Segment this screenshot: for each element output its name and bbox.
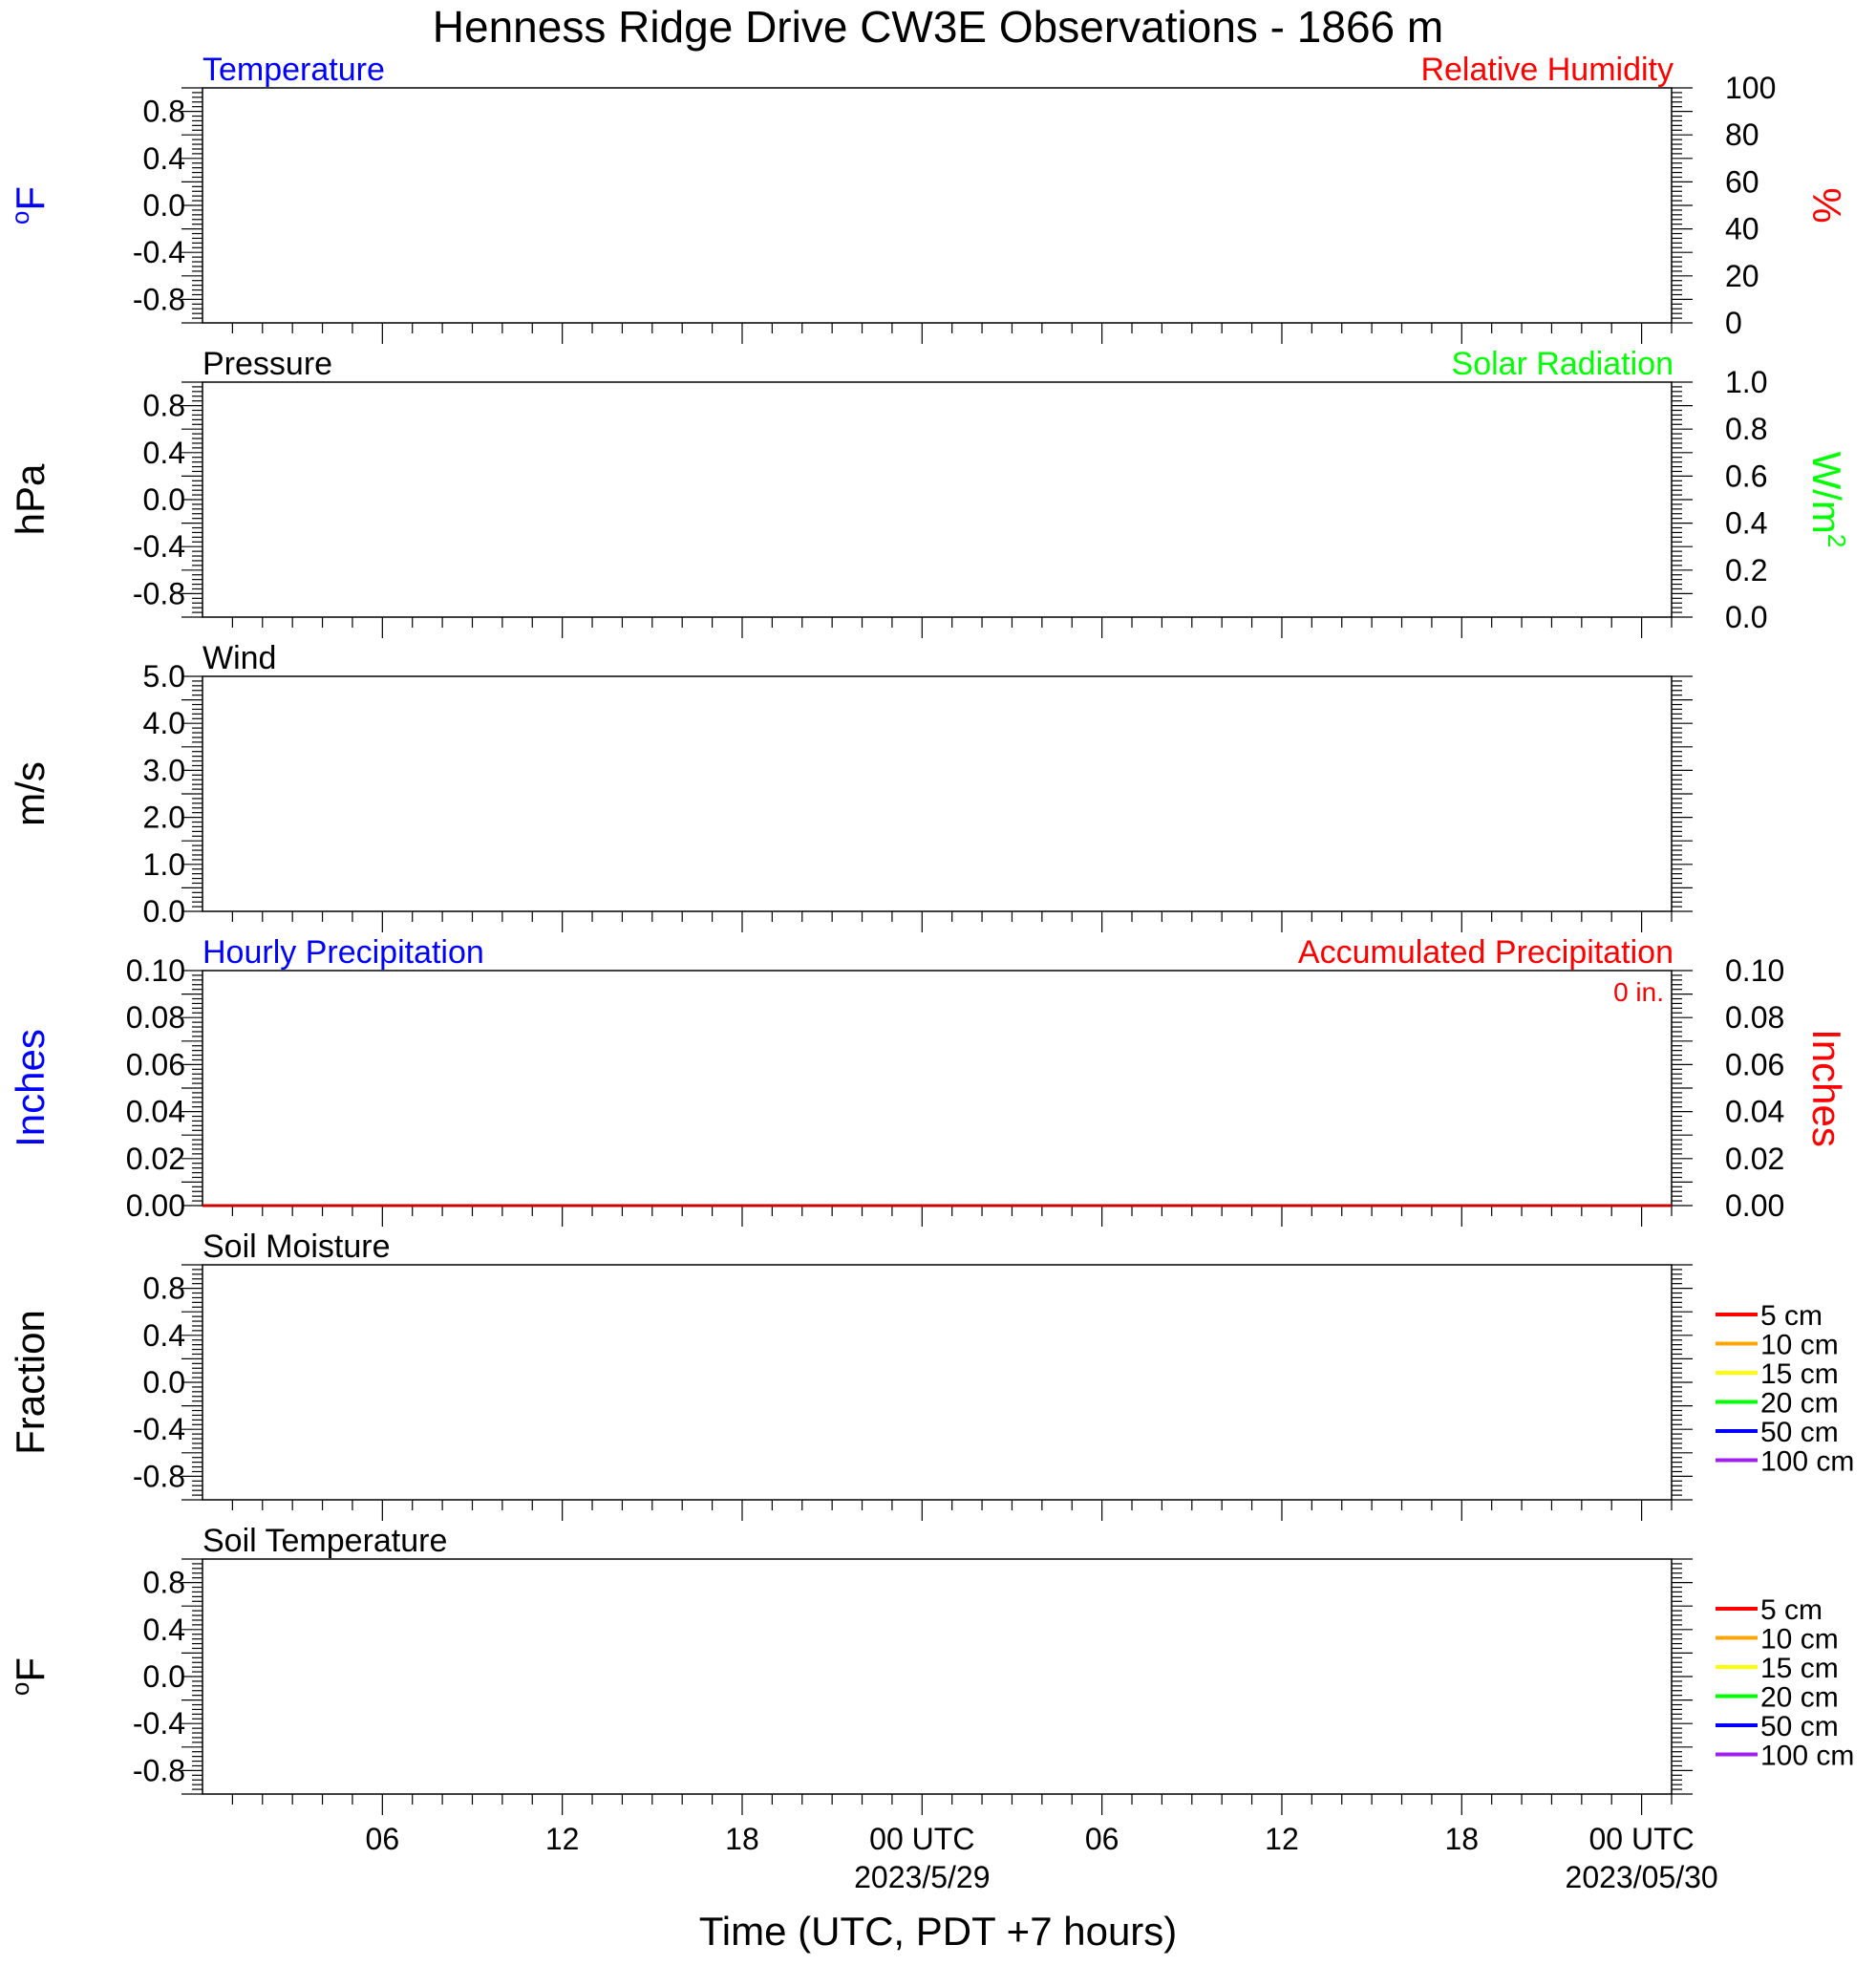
legend-label: 100 cm [1760,1740,1855,1772]
right-tick-label: 0.04 [1725,1094,1785,1129]
right-tick-label: 0.4 [1725,505,1768,541]
left-tick-label: 0.06 [125,1047,185,1082]
panel-left-title: Soil Temperature [203,1523,448,1559]
panel-left-title: Pressure [203,346,333,382]
x-tick-date: 2023/5/29 [854,1860,991,1894]
right-tick-label: 0.10 [1725,953,1785,988]
left-tick-label: 0.0 [142,1365,185,1400]
left-tick-label: -0.8 [132,282,185,317]
x-tick-label: 00 UTC [1588,1822,1695,1856]
left-tick-label: 0.02 [125,1141,185,1176]
left-tick-label: 0.4 [142,140,185,176]
right-tick-label: 80 [1725,118,1759,153]
legend-label: 10 cm [1760,1623,1839,1656]
left-unit-label: Fraction [8,1310,53,1455]
left-unit-label: $^o$F [6,185,53,225]
x-tick-label: 18 [725,1822,759,1856]
right-tick-label: 0.06 [1725,1047,1785,1082]
left-tick-label: 0.0 [142,188,185,223]
left-tick-label: 4.0 [142,706,185,741]
right-tick-label: 0.6 [1725,459,1768,494]
left-tick-label: -0.8 [132,576,185,611]
panel-right-title: Accumulated Precipitation [1297,934,1673,971]
right-tick-label: 0.8 [1725,412,1768,447]
panel-right-title: Relative Humidity [1420,52,1673,88]
legend-label: 20 cm [1760,1387,1839,1420]
left-tick-label: -0.4 [132,1706,185,1742]
left-tick-label: 3.0 [142,753,185,788]
left-tick-label: 0.4 [142,1317,185,1353]
left-tick-label: 0.00 [125,1188,185,1223]
left-tick-label: 0.8 [142,1271,185,1306]
left-unit-label: m/s [8,761,53,826]
left-tick-label: 5.0 [142,659,185,694]
left-tick-label: 0.8 [142,1565,185,1600]
panel-left-title: Hourly Precipitation [203,934,484,971]
legend-label: 50 cm [1760,1417,1839,1448]
chart-title: Henness Ridge Drive CW3E Observations - 1866 m [432,2,1444,52]
right-tick-label: 0.0 [1725,600,1768,634]
left-tick-label: 0.4 [142,435,185,470]
left-tick-label: 0.8 [142,94,185,129]
x-tick-label: 18 [1444,1822,1480,1856]
left-unit-label: $^o$F [6,1656,53,1697]
x-tick-label: 06 [1084,1822,1119,1856]
x-tick-label: 12 [1265,1822,1299,1856]
legend-label: 100 cm [1760,1445,1855,1478]
right-tick-label: 0.02 [1725,1141,1785,1176]
legend-label: 5 cm [1760,1594,1823,1626]
left-tick-label: 1.0 [142,846,185,882]
right-tick-label: 0.2 [1725,552,1768,588]
left-tick-label: 0.0 [142,894,185,929]
x-tick-date: 2023/05/30 [1565,1860,1718,1894]
right-tick-label: 0 [1725,306,1742,340]
right-tick-label: 0.08 [1725,1000,1785,1036]
right-tick-label: 0.00 [1725,1188,1785,1223]
left-tick-label: -0.8 [132,1753,185,1788]
panel-left-title: Temperature [203,52,385,88]
right-tick-label: 20 [1725,258,1759,293]
legend-label: 15 cm [1760,1653,1839,1684]
x-tick-label: 06 [365,1822,400,1856]
left-tick-label: 0.8 [142,388,185,423]
panel-left-title: Soil Moisture [203,1229,391,1265]
left-unit-label: hPa [8,463,53,536]
left-unit-label: Inches [8,1029,53,1147]
right-tick-label: 60 [1725,164,1759,200]
right-unit-label: % [1804,187,1849,224]
legend-label: 10 cm [1760,1329,1839,1361]
left-tick-label: 0.10 [125,953,185,988]
legend-label: 20 cm [1760,1681,1839,1714]
left-tick-label: 0.0 [142,482,185,517]
left-tick-label: -0.4 [132,529,185,565]
left-tick-label: 0.04 [125,1094,185,1129]
right-unit-label: Inches [1804,1029,1849,1147]
legend-label: 50 cm [1760,1711,1839,1742]
left-tick-label: 0.4 [142,1612,185,1647]
x-tick-label: 00 UTC [869,1822,975,1856]
right-unit-label: $W/m^2$ [1804,451,1851,548]
panel-left-title: Wind [203,640,277,676]
panel-right-title: Solar Radiation [1451,346,1673,382]
right-tick-label: 100 [1725,71,1777,105]
left-tick-label: 2.0 [142,800,185,835]
legend-label: 5 cm [1760,1300,1823,1332]
left-tick-label: 0.08 [125,1000,185,1036]
left-tick-label: -0.8 [132,1459,185,1494]
left-tick-label: -0.4 [132,235,185,270]
x-tick-label: 12 [544,1822,580,1856]
x-axis-label: Time (UTC, PDT +7 hours) [698,1909,1178,1954]
left-tick-label: -0.4 [132,1412,185,1447]
right-tick-label: 1.0 [1725,365,1768,399]
right-tick-label: 40 [1725,211,1759,246]
panel-annotation: 0 in. [1613,977,1664,1007]
legend-label: 15 cm [1760,1358,1839,1390]
left-tick-label: 0.0 [142,1659,185,1694]
